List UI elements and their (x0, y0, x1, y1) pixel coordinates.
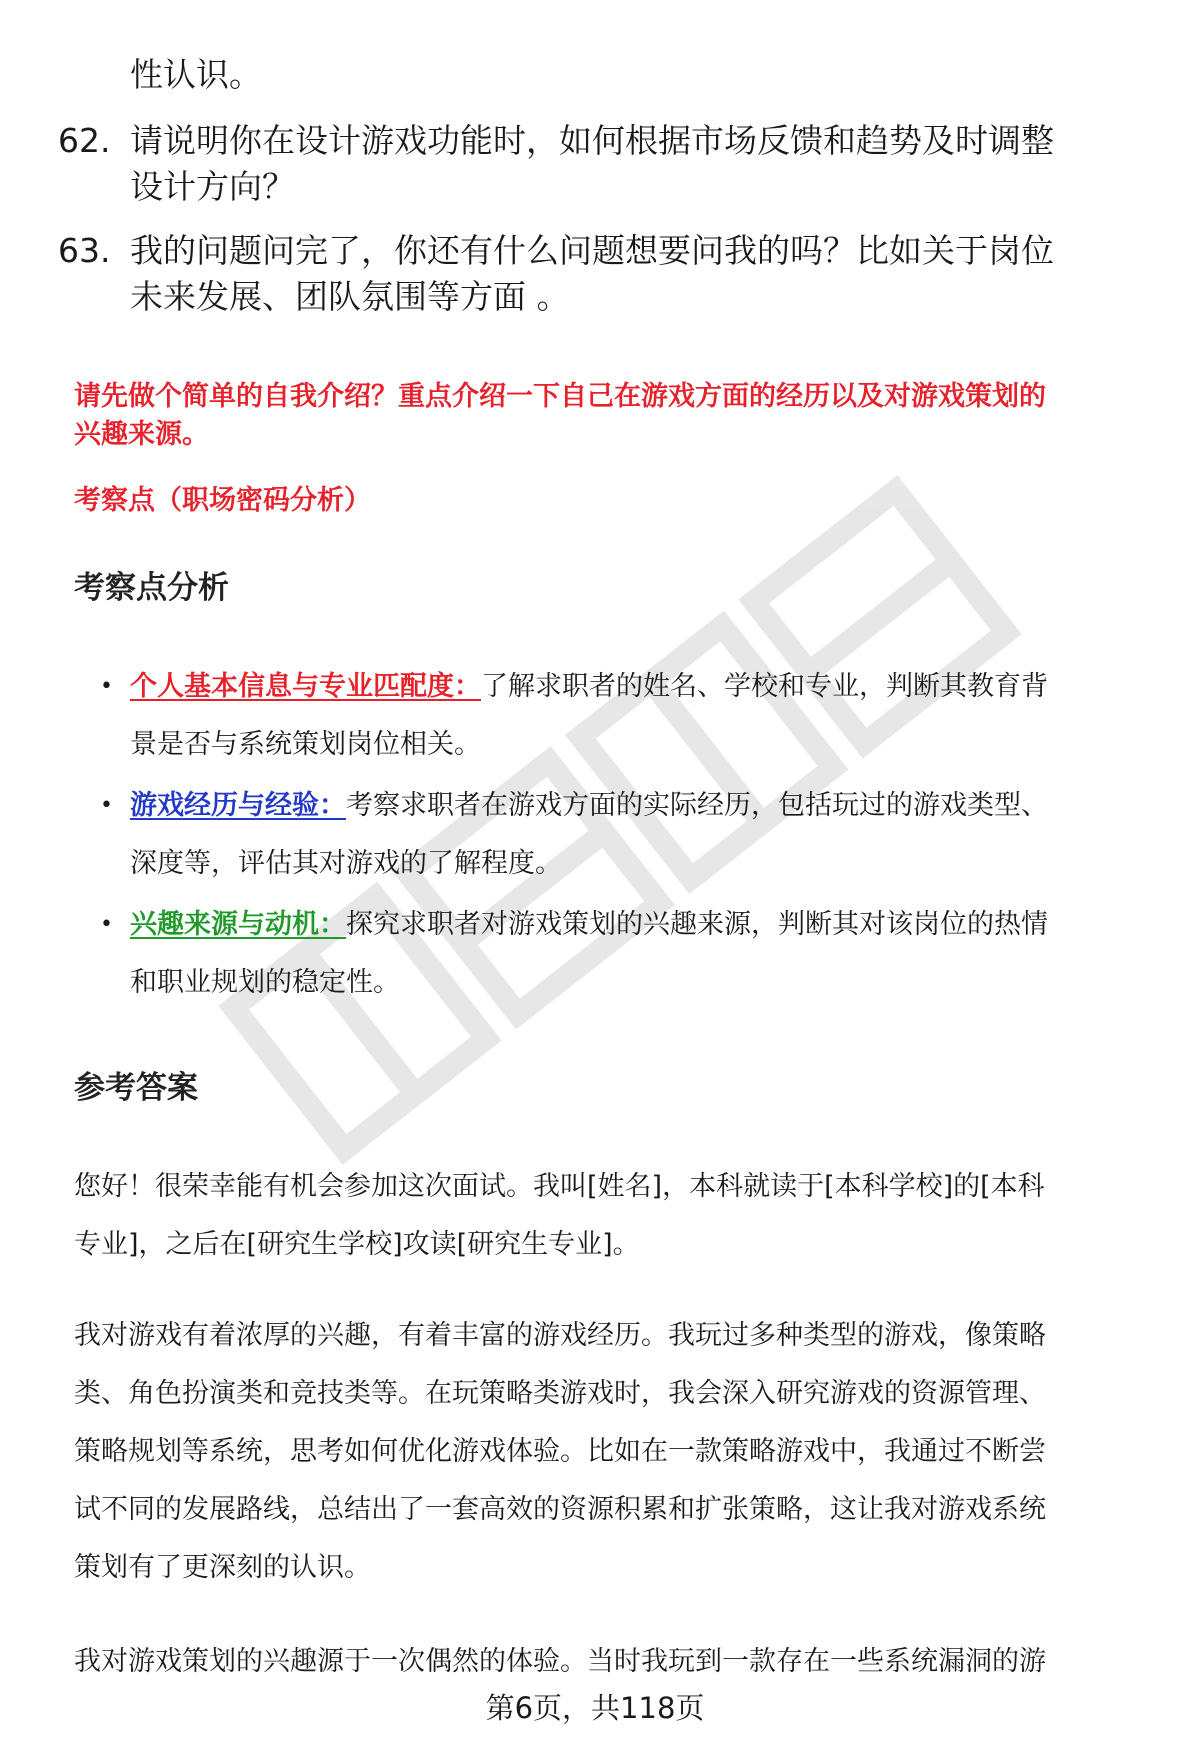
question-line: 请说明你在设计游戏功能时，如何根据市场反馈和趋势及时调整 (130, 121, 1054, 160)
bullet-dot-icon: • (100, 674, 113, 699)
bullet-label: 游戏经历与经验： (130, 790, 346, 821)
paragraph-line: 我对游戏有着浓厚的兴趣，有着丰富的游戏经历。我玩过多种类型的游戏，像策略 (74, 1320, 1046, 1351)
question-number: 63. (58, 231, 111, 270)
answer-paragraph (74, 1633, 1174, 1691)
paragraph-line: 专业]，之后在[研究生学校]攻读[研究生专业]。 (74, 1229, 640, 1260)
bullet-text: 和职业规划的稳定性。 (130, 967, 400, 998)
paragraph-line: 我对游戏策划的兴趣源于一次偶然的体验。当时我玩到一款存在一些系统漏洞的游 (74, 1646, 1046, 1677)
question-text (130, 118, 1190, 210)
paragraph-line: 试不同的发展路线，总结出了一套高效的资源积累和扩张策略，这让我对游戏系统 (74, 1494, 1046, 1525)
bullet-text: 了解求职者的姓名、学校和专业，判断其教育背 (481, 671, 1048, 702)
paragraph-line: 策划有了更深刻的认识。 (74, 1552, 371, 1583)
question-line: 设计方向？ (130, 167, 295, 206)
page-footer: 第6页，共118页 (485, 1691, 705, 1725)
paragraph-line: 您好！很荣幸能有机会参加这次面试。我叫[姓名]，本科就读于[本科学校]的[本科 (74, 1171, 1045, 1202)
question-text (130, 228, 1190, 320)
bullet-text: 考察求职者在游戏方面的实际经历，包括玩过的游戏类型、 (346, 790, 1048, 821)
kaocha-title: 考察点（职场密码分析） (74, 485, 371, 516)
question-number: 62. (58, 121, 111, 160)
question-line: 未来发展、团队氛围等方面 。 (130, 277, 570, 316)
bullet-text: 探究求职者对游戏策划的兴趣来源，判断其对该岗位的热情 (346, 909, 1048, 940)
paragraph-line: 策略规划等系统，思考如何优化游戏体验。比如在一款策略游戏中，我通过不断尝 (74, 1436, 1046, 1467)
answer-paragraph (74, 1158, 1174, 1274)
answer-paragraph (74, 1307, 1174, 1597)
bullet-text: 深度等，评估其对游戏的了解程度。 (130, 848, 562, 879)
highlight-question-line: 请先做个简单的自我介绍？重点介绍一下自己在游戏方面的经历以及对游戏策划的 (74, 381, 1046, 412)
highlight-question (74, 378, 1174, 454)
paragraph-line: 类、角色扮演类和竞技类等。在玩策略类游戏时，我会深入研究游戏的资源管理、 (74, 1378, 1046, 1409)
bullet-dot-icon: • (100, 912, 113, 937)
question-line: 我的问题问完了，你还有什么问题想要问我的吗？比如关于岗位 (130, 231, 1054, 270)
answer-heading: 参考答案 (74, 1070, 198, 1106)
bullet-label: 兴趣来源与动机： (130, 909, 346, 940)
bullet-label: 个人基本信息与专业匹配度： (130, 671, 481, 702)
analysis-heading: 考察点分析 (74, 570, 229, 606)
question-continuation: 性认识。 (130, 55, 262, 94)
highlight-question-line: 兴趣来源。 (74, 419, 209, 450)
bullet-dot-icon: • (100, 793, 113, 818)
bullet-text: 景是否与系统策划岗位相关。 (130, 729, 481, 760)
